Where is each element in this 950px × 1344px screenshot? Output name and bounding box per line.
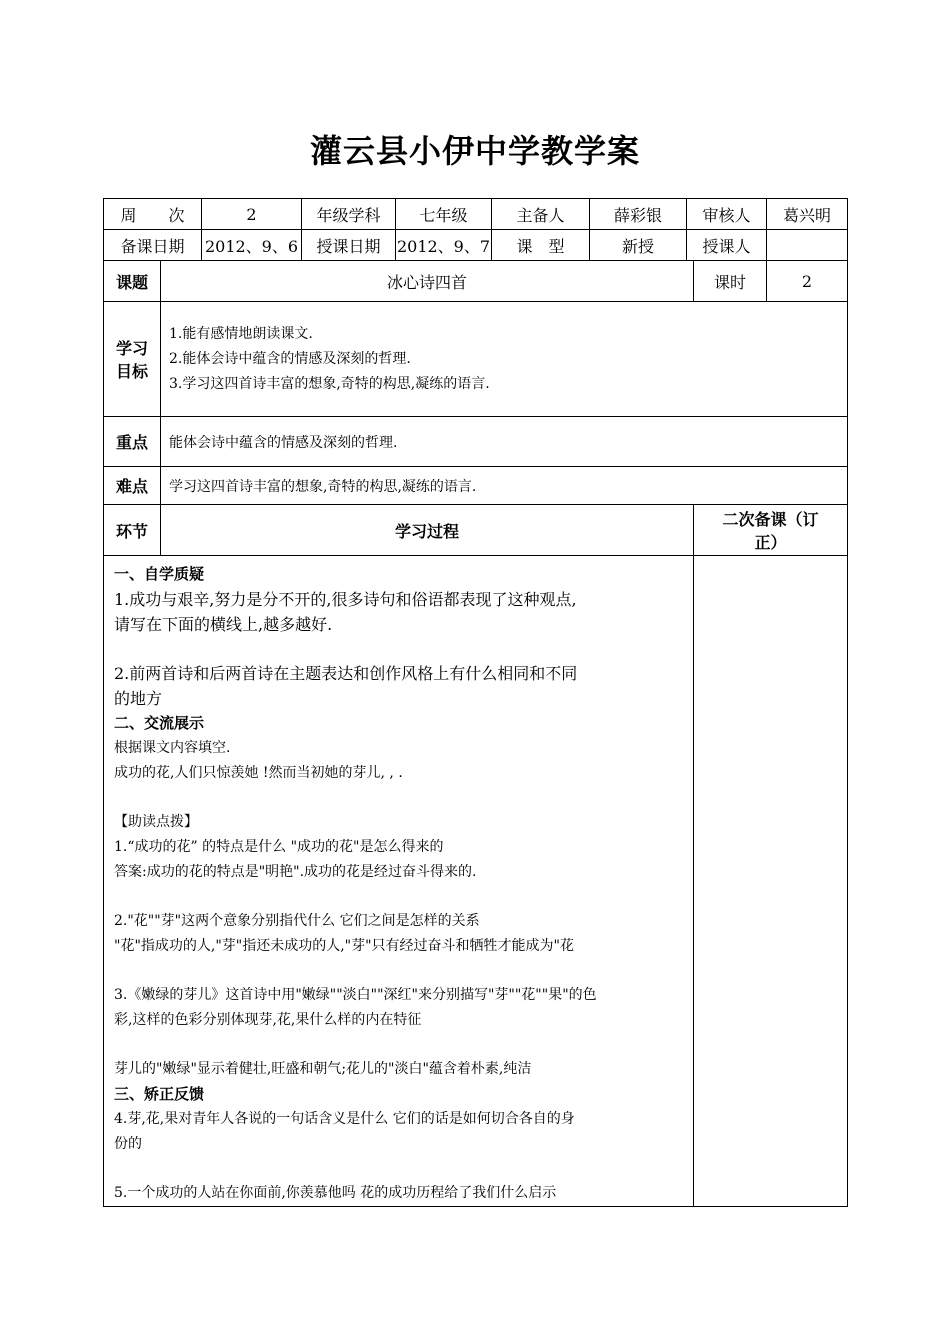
topic-value: 冰心诗四首 xyxy=(161,261,694,302)
week-value: 2 xyxy=(202,199,302,230)
lesson-type-label: 课 型 xyxy=(492,230,590,261)
question-text: 5.一个成功的人站在你面前,你羡慕他吗 花的成功历程给了我们什么启示 xyxy=(114,1185,557,1201)
tip-question: 1.“成功的花” 的特点是什么 "成功的花"是怎么得来的 xyxy=(114,839,444,855)
fill-text: 成功的花,人们只惊羡她 !然而当初她的芽儿, , . xyxy=(114,765,403,781)
section-title: 二、交流展示 xyxy=(114,714,205,732)
main-preparer-label: 主备人 xyxy=(492,199,590,230)
key-point-label: 重点 xyxy=(104,417,161,467)
tip-answer: 答案:成功的花的特点是"明艳".成功的花是经过奋斗得来的. xyxy=(114,864,477,880)
question-text: 请写在下面的横线上,越多越好. xyxy=(114,615,333,634)
section-header: 环节 xyxy=(104,505,161,556)
class-hours-value: 2 xyxy=(767,261,848,302)
reviewer-label: 审核人 xyxy=(687,199,767,230)
week-label: 周 次 xyxy=(104,199,202,230)
process-content xyxy=(104,556,694,1207)
process-header: 学习过程 xyxy=(161,505,694,556)
main-preparer-value: 薛彩银 xyxy=(590,199,687,230)
question-text: 4.芽,花,果对青年人各说的一句话含义是什么 它们的话是如何切合各自的身 xyxy=(114,1111,575,1127)
section-title: 一、自学质疑 xyxy=(114,565,205,583)
teach-date-label: 授课日期 xyxy=(302,230,396,261)
teacher-value xyxy=(767,230,848,261)
section-title: 三、矫正反馈 xyxy=(114,1085,205,1103)
tip-question: 2."花""芽"这两个意象分别指代什么 它们之间是怎样的关系 xyxy=(114,913,480,929)
prep-date-value: 2012、9、6 xyxy=(202,230,302,261)
topic-label: 课题 xyxy=(104,261,161,302)
tips-title: 【助读点拨】 xyxy=(114,814,198,830)
tip-question: 3.《嫩绿的芽儿》这首诗中用"嫩绿""淡白""深红"来分别描写"芽""花""果"的色 xyxy=(114,987,597,1003)
goal-item: 3.学习这四首诗丰富的想象,奇特的构思,凝练的语言. xyxy=(169,375,490,392)
second-prep-cell xyxy=(694,556,848,1207)
question-text: 份的 xyxy=(114,1136,142,1152)
prep-date-label: 备课日期 xyxy=(104,230,202,261)
grade-subject-label: 年级学科 xyxy=(302,199,396,230)
class-hours-label: 课时 xyxy=(694,261,767,302)
fill-intro: 根据课文内容填空. xyxy=(114,740,231,756)
page-title: 灌云县小伊中学教学案 xyxy=(309,132,640,170)
question-text: 的地方 xyxy=(114,689,163,708)
goals-label: 学习 目标 xyxy=(104,302,161,417)
question-text: 1.成功与艰辛,努力是分不开的,很多诗句和俗语都表现了这种观点, xyxy=(114,590,577,609)
difficulty-value: 学习这四首诗丰富的想象,奇特的构思,凝练的语言. xyxy=(161,467,848,505)
goal-item: 2.能体会诗中蕴含的情感及深刻的哲理. xyxy=(169,350,411,367)
teach-date-value: 2012、9、7 xyxy=(396,230,492,261)
lesson-type-value: 新授 xyxy=(590,230,687,261)
goals-list xyxy=(161,302,848,417)
question-text: 2.前两首诗和后两首诗在主题表达和创作风格上有什么相同和不同 xyxy=(114,664,578,683)
tip-answer: 芽儿的"嫩绿"显示着健壮,旺盛和朝气;花儿的"淡白"蕴含着朴素,纯洁 xyxy=(114,1061,532,1077)
second-prep-header: 二次备课（订 正） xyxy=(694,505,848,556)
header-table xyxy=(103,198,848,261)
tip-question: 彩,这样的色彩分别体现芽,花,果什么样的内在特征 xyxy=(114,1012,422,1028)
goal-item: 1.能有感情地朗读课文. xyxy=(169,325,313,342)
difficulty-label: 难点 xyxy=(104,467,161,505)
reviewer-value: 葛兴明 xyxy=(767,199,848,230)
lesson-table xyxy=(103,260,848,505)
process-table xyxy=(103,504,848,1207)
grade-subject-value: 七年级 xyxy=(396,199,492,230)
key-point-value: 能体会诗中蕴含的情感及深刻的哲理. xyxy=(161,417,848,467)
tip-answer: "花"指成功的人,"芽"指还未成功的人,"芽"只有经过奋斗和牺牲才能成为"花 xyxy=(114,938,574,954)
teacher-label: 授课人 xyxy=(687,230,767,261)
